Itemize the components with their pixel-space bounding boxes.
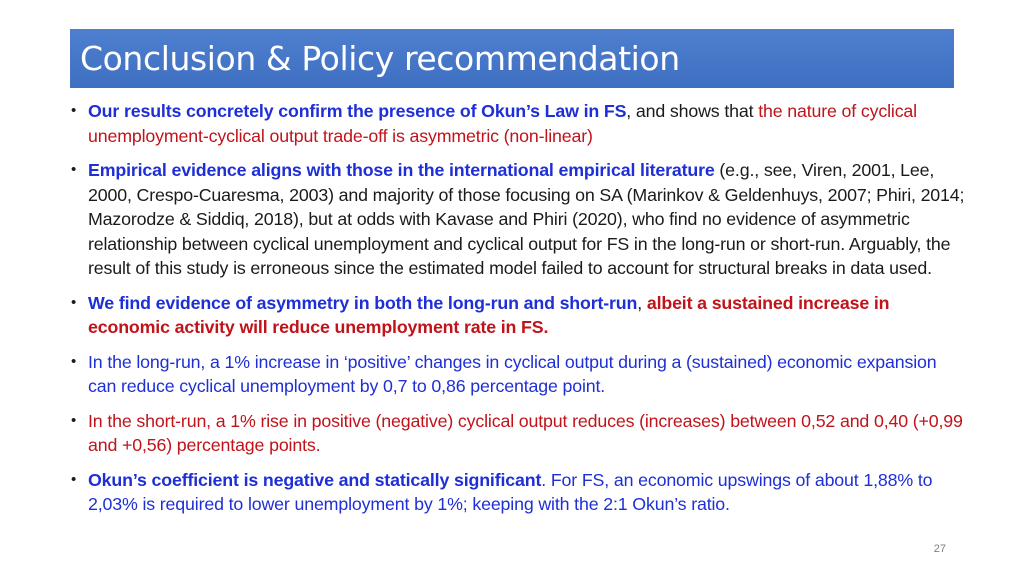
bullet-item <box>70 99 968 148</box>
page-number: 27 <box>933 543 946 555</box>
bullet-1-text: , and shows that <box>626 101 759 121</box>
bullet-2-text: (e.g., see, Viren, 2001, Lee, 2000, Crespo-Cuaresma, 2003) and majority of those focusing on SA (Marinkov & Geldenhuys, 2007; Phiri, 2014; Mazorodze & Siddiq, 2018), but at odds with Kavase and Phiri (2020), who find no evidence of asymmetric relationship between cyclical unemployment and cyclical output for FS in the long-run or short-run. Arguably, the result of this study is erroneous since the estimated model failed to account for structural breaks in data used. <box>88 160 965 278</box>
bullet-icon: • <box>71 293 77 311</box>
bullet-icon: • <box>71 161 77 178</box>
bullet-item <box>70 350 968 399</box>
slide-title: Conclusion & Policy recommendation <box>80 39 680 78</box>
title-bar <box>70 29 954 88</box>
bullet-4-text: In the long-run, a 1% increase in ‘positive’ changes in cyclical output during a (sustained) economic expansion can reduce cyclical unemployment by 0,7 to 0,86 percentage point. <box>88 351 937 396</box>
bullet-6-emphasis: Okun’s coefficient is negative and statically significant <box>88 469 542 490</box>
bullet-3-emphasis: We find evidence of asymmetry in both the long-run and short-run <box>88 292 638 313</box>
bullet-icon: • <box>71 352 77 370</box>
bullet-3-text: , <box>637 292 647 313</box>
bullet-item <box>70 291 968 340</box>
bullet-item <box>70 409 968 458</box>
bullet-5-text: In the short-run, a 1% rise in positive (negative) cyclical output reduces (increases) between 0,52 and 0,40 (+0,99 and +0,56) percentage points. <box>88 410 963 455</box>
bullet-item <box>70 158 968 281</box>
bullet-icon: • <box>71 102 77 119</box>
bullet-item <box>70 468 968 517</box>
bullet-icon: • <box>71 470 77 488</box>
bullet-2-emphasis: Empirical evidence aligns with those in the international empirical literature <box>88 160 715 180</box>
bullet-icon: • <box>71 411 77 429</box>
bullet-list <box>70 99 968 527</box>
bullet-3-highlight: albeit a sustained increase in economic activity will reduce unemployment rate in FS. <box>88 292 890 337</box>
bullet-1-highlight: the nature of cyclical unemployment-cyclical output trade-off is asymmetric (non-linear) <box>88 101 917 146</box>
bullet-6-text: . For FS, an economic upswings of about 1,88% to 2,03% is required to lower unemployment by 1%; keeping with the 2:1 Okun’s ratio. <box>88 469 933 514</box>
bullet-1-emphasis: Our results concretely confirm the presence of Okun’s Law in FS <box>88 101 627 121</box>
